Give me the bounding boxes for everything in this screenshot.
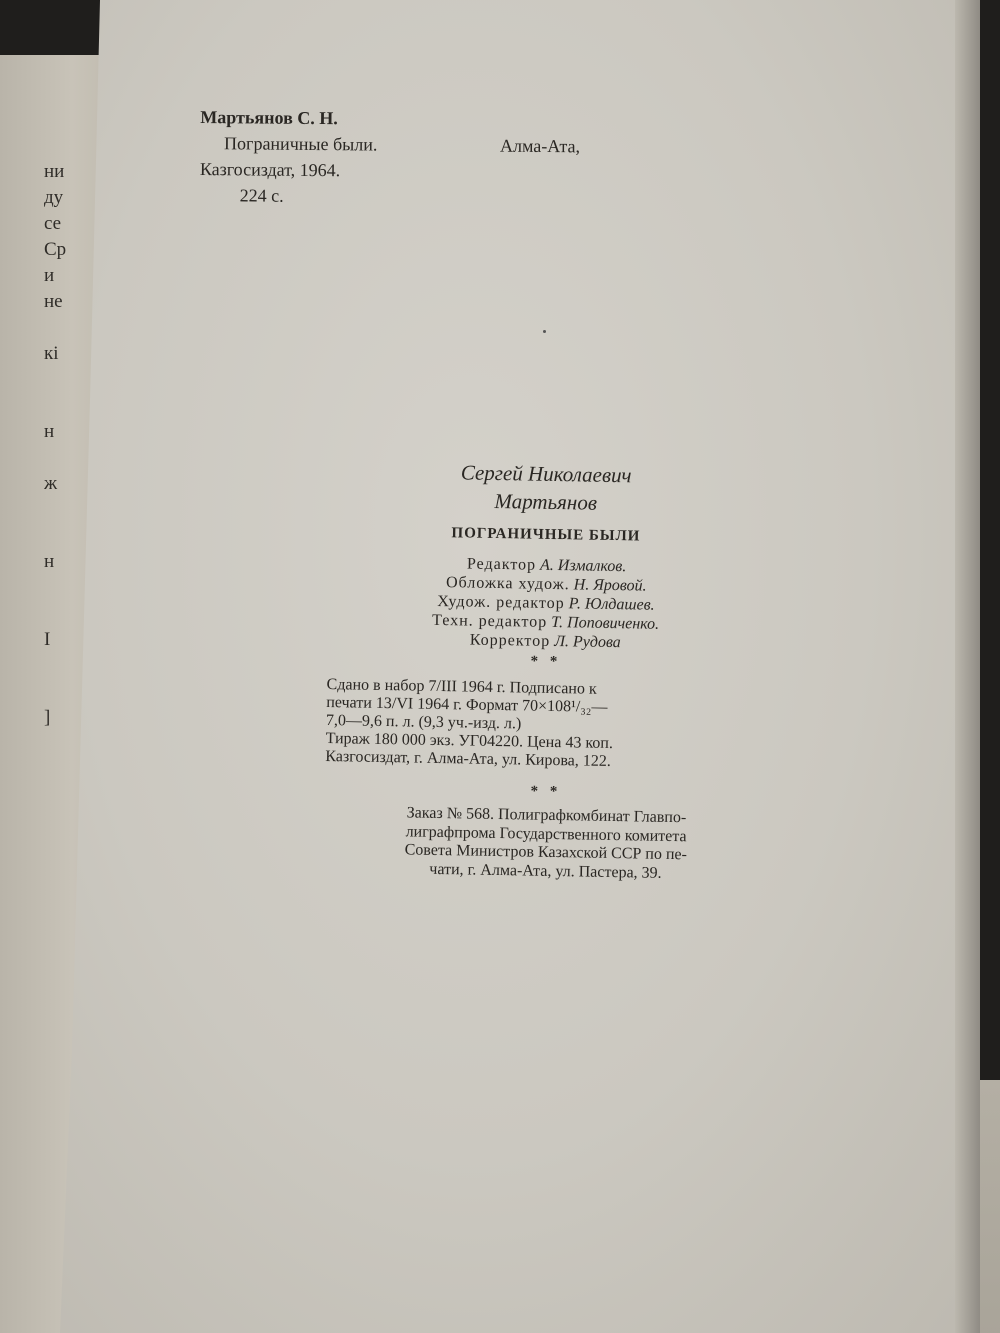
- page-edge-shadow: [955, 0, 980, 1333]
- biblio-city: Алма-Ата,: [500, 135, 581, 157]
- underlying-text-fragment: ду: [44, 187, 64, 208]
- underlying-text-fragment: не: [44, 291, 63, 312]
- underlying-text-fragment: кі: [44, 343, 59, 364]
- printing-house-info: [325, 803, 766, 885]
- print-line: Сдано в набор 7/III 1964 г. Подписано к: [326, 676, 597, 698]
- underlying-text-fragment: ж: [44, 473, 58, 494]
- author-full-name: [326, 456, 767, 520]
- order-line: Совета Министров Казахской ССР по пе-: [404, 841, 688, 864]
- print-line: Казгосиздат, г. Алма-Ата, ул. Кирова, 122.: [325, 747, 612, 770]
- credit-line: Корректор Л. Рудова: [469, 631, 621, 652]
- print-line: печати 13/VI 1964 г. Формат 70×108¹/₃₂—: [326, 694, 608, 716]
- underlying-text-fragment: Ср: [44, 239, 67, 260]
- credits-list: [325, 552, 767, 655]
- biblio-pages: 224 с.: [239, 185, 284, 206]
- author-first-names: Сергей Николаевич: [460, 460, 632, 488]
- paper-speck: [543, 330, 546, 333]
- credit-line: Редактор А. Измалков.: [466, 555, 627, 576]
- print-data: [325, 676, 767, 774]
- order-line: чати, г. Алма-Ата, ул. Пастера, 39.: [429, 860, 662, 882]
- order-line: лиграфпрома Государственного комитета: [405, 822, 687, 845]
- credit-line: Худож. редактор Р. Юлдашев.: [437, 592, 655, 614]
- credit-line: Обложка худож. Н. Яровой.: [445, 574, 647, 595]
- underlying-text-fragment: I: [44, 629, 51, 650]
- section-separator: * *: [530, 653, 562, 671]
- biblio-title: Пограничные были.: [224, 133, 378, 155]
- credit-line: Техн. редактор Т. Поповиченко.: [431, 611, 660, 633]
- author-surname: Мартьянов: [494, 488, 598, 515]
- bibliographic-record: [199, 104, 581, 210]
- section-separator: * *: [530, 783, 562, 801]
- underlying-text-fragment: се: [44, 213, 62, 234]
- underlying-text-fragment: и: [44, 265, 55, 286]
- biblio-author: Мартьянов С. Н.: [200, 107, 338, 129]
- biblio-publisher: Казгосиздат, 1964.: [199, 158, 341, 181]
- underlying-text-fragment: ни: [44, 161, 65, 182]
- order-line: Заказ № 568. Полиграфкомбинат Главпо-: [406, 804, 687, 827]
- underlying-text-fragment: ]: [44, 707, 51, 728]
- underlying-text-fragment: н: [44, 551, 55, 572]
- underlying-text-fragment: н: [44, 421, 55, 442]
- book-title: ПОГРАНИЧНЫЕ БЫЛИ: [451, 525, 641, 545]
- print-line: 7,0—9,6 п. л. (9,3 уч.-изд. л.): [325, 712, 522, 733]
- print-line: Тираж 180 000 экз. УГ04220. Цена 43 коп.: [325, 729, 614, 753]
